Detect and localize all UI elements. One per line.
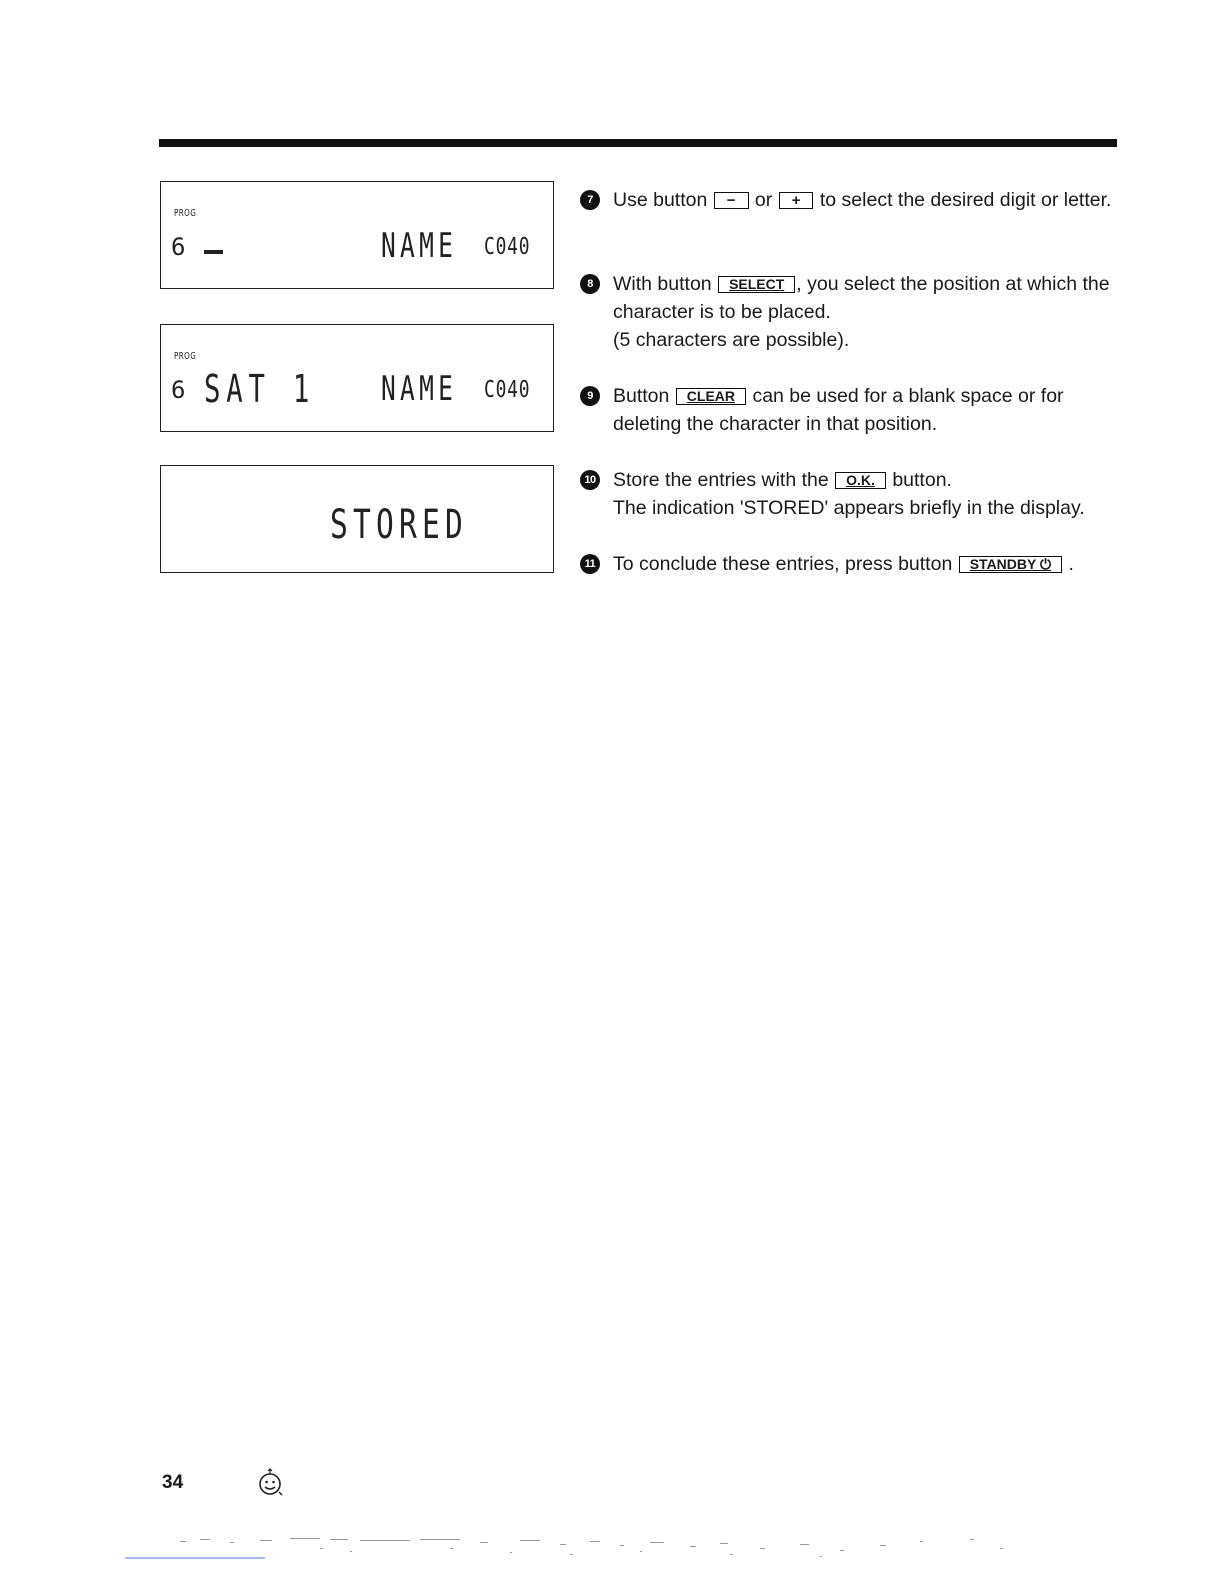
stored-indicator: STORED bbox=[330, 502, 469, 548]
standby-key-label: STANDBY ⏻ bbox=[959, 556, 1062, 573]
step-text bbox=[613, 270, 1125, 354]
clear-key-label: CLEAR bbox=[676, 388, 746, 405]
step-number-badge: 9 bbox=[580, 386, 600, 406]
instruction-step-9 bbox=[580, 382, 1125, 438]
step-text-part: or bbox=[749, 189, 778, 211]
prog-label: PROG bbox=[174, 208, 197, 219]
step-number-badge: 7 bbox=[580, 190, 600, 210]
step-text bbox=[613, 550, 1125, 578]
minus-key-label: − bbox=[714, 192, 749, 209]
prog-number: 6 bbox=[171, 376, 186, 404]
station-name: SAT 1 bbox=[204, 367, 316, 411]
name-indicator: NAME bbox=[381, 369, 458, 409]
smiley-face-icon bbox=[255, 1468, 285, 1498]
step-text bbox=[613, 466, 1125, 522]
instruction-step-10 bbox=[580, 466, 1125, 522]
step-text-part: To conclude these entries, press button bbox=[613, 553, 958, 575]
instruction-step-8 bbox=[580, 270, 1125, 354]
page-number: 34 bbox=[162, 1472, 184, 1493]
channel-indicator: C040 bbox=[484, 234, 531, 260]
step-number-badge: 10 bbox=[580, 470, 600, 490]
step-text-part: can be used for a blank space or for deleting the character in that position. bbox=[613, 385, 1064, 435]
step-text-part: Use button bbox=[613, 189, 713, 211]
step-text-part: Store the entries with the bbox=[613, 469, 835, 491]
step-text-part: The indication 'STORED' appears briefly in the display. bbox=[613, 497, 1085, 519]
plus-key-label: + bbox=[779, 192, 814, 209]
select-key-label: SELECT bbox=[718, 276, 795, 293]
instruction-step-11 bbox=[580, 550, 1125, 578]
lcd-display-stored bbox=[160, 465, 554, 573]
step-text-part: , you select the position at which the character is to be placed. bbox=[613, 273, 1110, 323]
prog-label: PROG bbox=[174, 351, 197, 362]
step-text bbox=[613, 382, 1125, 438]
lcd-display-sat1 bbox=[160, 324, 554, 432]
step-text-part: (5 characters are possible). bbox=[613, 329, 850, 351]
step-text bbox=[613, 186, 1125, 214]
channel-indicator: C040 bbox=[484, 377, 531, 403]
prog-number: 6 bbox=[171, 233, 186, 261]
step-text-part: With button bbox=[613, 273, 718, 295]
top-rule bbox=[159, 139, 1117, 147]
scan-artifact bbox=[120, 1536, 1040, 1566]
step-number-badge: 8 bbox=[580, 274, 600, 294]
step-text-part: Button bbox=[613, 385, 675, 407]
name-indicator: NAME bbox=[381, 226, 458, 266]
step-number-badge: 11 bbox=[580, 554, 600, 574]
step-text-part: button. bbox=[886, 469, 952, 491]
instruction-step-7 bbox=[580, 186, 1125, 214]
step-text-part: to select the desired digit or letter. bbox=[814, 189, 1112, 211]
ok-key-label: O.K. bbox=[835, 472, 886, 489]
lcd-display-name-entry bbox=[160, 181, 554, 289]
step-text-part: . bbox=[1063, 553, 1074, 575]
cursor-dash bbox=[204, 250, 223, 254]
